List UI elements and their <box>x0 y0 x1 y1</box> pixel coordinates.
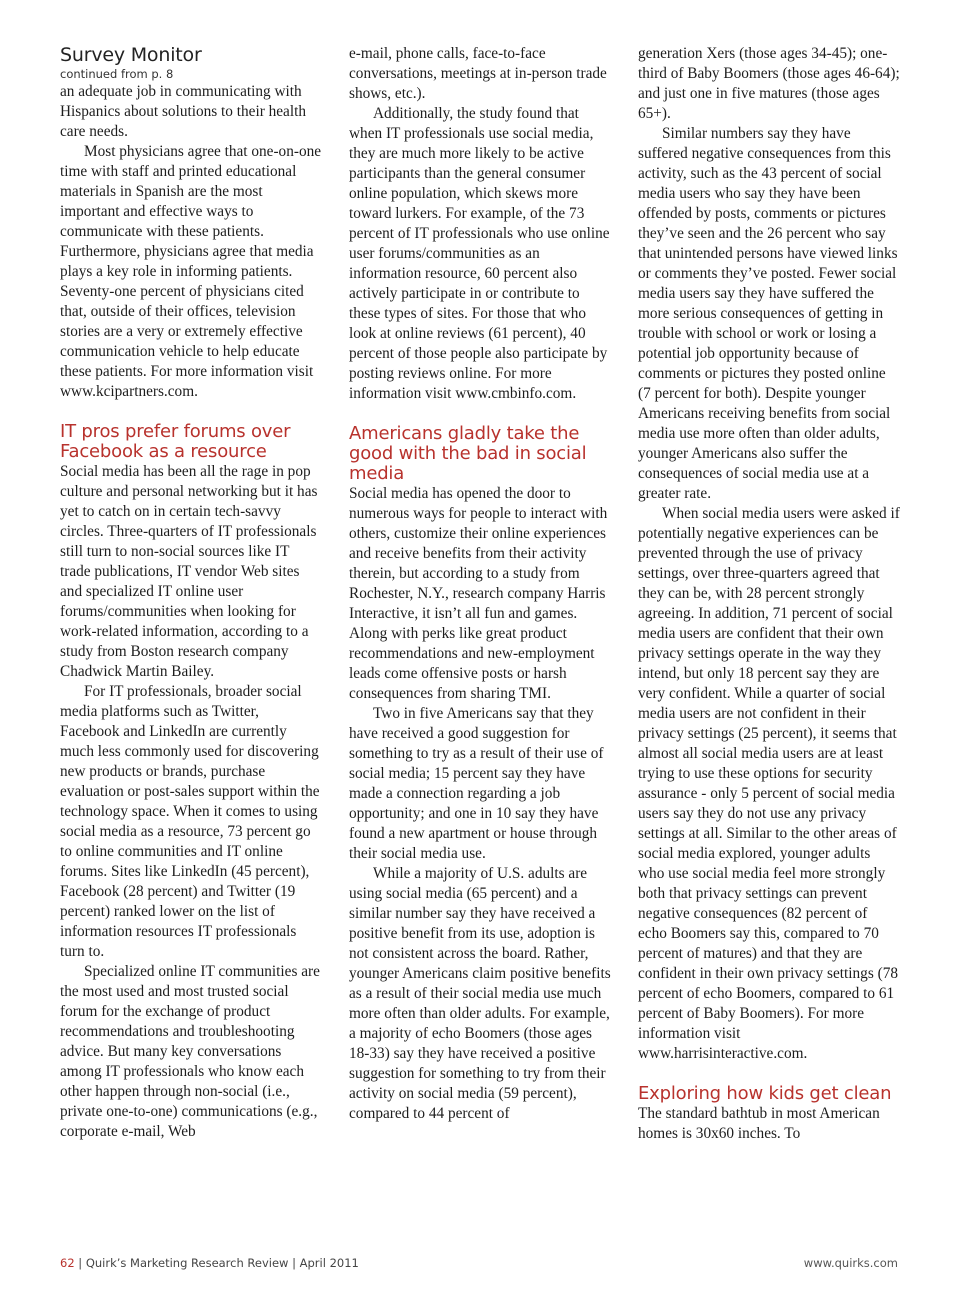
page-footer <box>60 1256 898 1270</box>
paragraph: While a majority of U.S. adults are using social media (65 percent) and a similar number say they have received a positive benefit from its use, adoption is not consistent across the board. Rather, younger Americans claim positive benefits as a result of their social media use much more often than older adults. For example, a majority of echo Boomers (those ages 18-33) say they have received a positive suggestion for something to try from their activity on social media (59 percent), compared to 44 percent of <box>349 865 611 1122</box>
paragraph: Social media has opened the door to numerous ways for people to interact with others, customize their online experiences and receive benefits from their activity therein, but according to a study from Rochester, N.Y., research company Harris Interactive, it isn’t all fun and games. Along with perks like great product recommendations and new-employment leads come offensive posts or harsh consequences from sharing TMI. <box>349 485 608 702</box>
publication-info: Quirk’s Marketing Research Review | April 2011 <box>85 1256 359 1270</box>
paragraph: generation Xers (those ages 34-45); one-third of Baby Boomers (those ages 46-64); and just one in five matures (those ages 65+). <box>638 45 900 122</box>
paragraph: Social media has been all the rage in pop culture and personal networking but it has yet to catch on in certain tech-savvy circles. Three-quarters of IT professionals still turn to non-social sources like IT trade publications, IT vendor Web sites and specialized IT online user forums/communities when looking for work-related information, according to a study from Boston research company Chadwick Martin Bailey. <box>60 463 318 680</box>
continued-note: continued from p. 8 <box>60 67 174 81</box>
paragraph: Most physicians agree that one-on-one time with staff and printed educational materials in Spanish are the most important and effective ways to communicate with these patients. Furthermore, physicians agree that media plays a key role in informing patients. Seventy-one percent of physicians cited that, outside of their offices, television stories are a very or extremely effective communication vehicle to help educate these patients. For more information visit www.kcipartners.com. <box>60 143 322 400</box>
column-1 <box>60 44 322 1142</box>
paragraph: an adequate job in communicating with Hispanics about solutions to their health care needs. <box>60 83 306 140</box>
column-2 <box>349 44 611 1124</box>
article-heading: Exploring how kids get clean <box>638 1083 892 1104</box>
paragraph: The standard bathtub in most American homes is 30x60 inches. To <box>638 1105 880 1142</box>
footer-url: www.quirks.com <box>803 1256 898 1270</box>
paragraph: Additionally, the study found that when IT professionals use social media, they are much more likely to be active participants than the general consumer online population, which skews more toward lurkers. For example, of the 73 percent of IT professionals who use online user forums/communities as an information resource, 60 percent also actively participate in or contribute to these types of sites. For those that who look at online reviews (61 percent), 40 percent of those people also participate by posting reviews online. For more information visit www.cmbinfo.com. <box>349 105 610 402</box>
paragraph: When social media users were asked if potentially negative experiences can be prevented through the use of privacy settings, over three-quarters agreed that they can be, with 28 percent strongly agreeing. In addition, 71 percent of social media users are confident that their own privacy settings operate in the way they intend, but only 18 percent say they are very confident. While a quarter of social media users are not confident in their privacy settings (25 percent), it seems that almost all social media users are at least trying to use these options for security assurance - only 5 percent of social media users say they do not use any privacy settings at all. Similar to the other areas of social media explored, younger adults who use social media feel more strongly both that privacy settings can prevent negative consequences (82 percent of echo Boomers say this, compared to 70 percent of matures) and that they are confident in their own privacy settings (78 percent of echo Boomers, compared to 61 percent of Baby Boomers). For more information visit www.harrisinteractive.com. <box>638 505 900 1062</box>
column-3 <box>638 44 900 1144</box>
paragraph: Two in five Americans say that they have received a good suggestion for something to try as a result of their use of social media; 15 percent say they have made a connection regarding a job opportunity; and one in 10 say they have found a new apartment or house through their social media use. <box>349 705 604 862</box>
paragraph: Similar numbers say they have suffered negative consequences from this activity, such as the 43 percent of social media users who say they have been offended by posts, comments or pictures they’ve seen and the 26 percent who say that unintended persons have viewed links or comments they’ve posted. Fewer social media users say they have suffered the more serious consequences of getting in trouble with school or work or losing a potential job opportunity because of comments or pictures they posted online (7 percent for both). Despite younger Americans receiving benefits from social media use more often than older adults, younger Americans also suffer the consequences of social media use at a greater rate. <box>638 125 898 502</box>
paragraph: For IT professionals, broader social media platforms such as Twitter, Facebook and LinkedIn are currently much less commonly used for discovering new products or brands, purchase evaluation or post-sales support within the technology space. When it comes to using social media as a resource, 73 percent go to online communities and IT online forums. Sites like LinkedIn (45 percent), Facebook (28 percent) and Twitter (19 percent) ranked lower on the list of information resources IT professionals turn to. <box>60 683 320 960</box>
footer-separator: | <box>78 1256 83 1270</box>
article-heading: Americans gladly take the good with the bad in social media <box>349 423 587 484</box>
article-heading: IT pros prefer forums over Facebook as a resource <box>60 421 291 462</box>
paragraph: Specialized online IT communities are the most used and most trusted social forum for the exchange of product recommendations and troubleshooting advice. But many key conversations among IT professionals who know each other happen through non-social (i.e., private one-to-one) communications (e.g., corporate e-mail, Web <box>60 963 320 1140</box>
paragraph: e-mail, phone calls, face-to-face conversations, meetings at in-person trade shows, etc.). <box>349 45 607 102</box>
page-number: 62 <box>60 1256 75 1270</box>
section-title: Survey Monitor <box>60 44 202 66</box>
